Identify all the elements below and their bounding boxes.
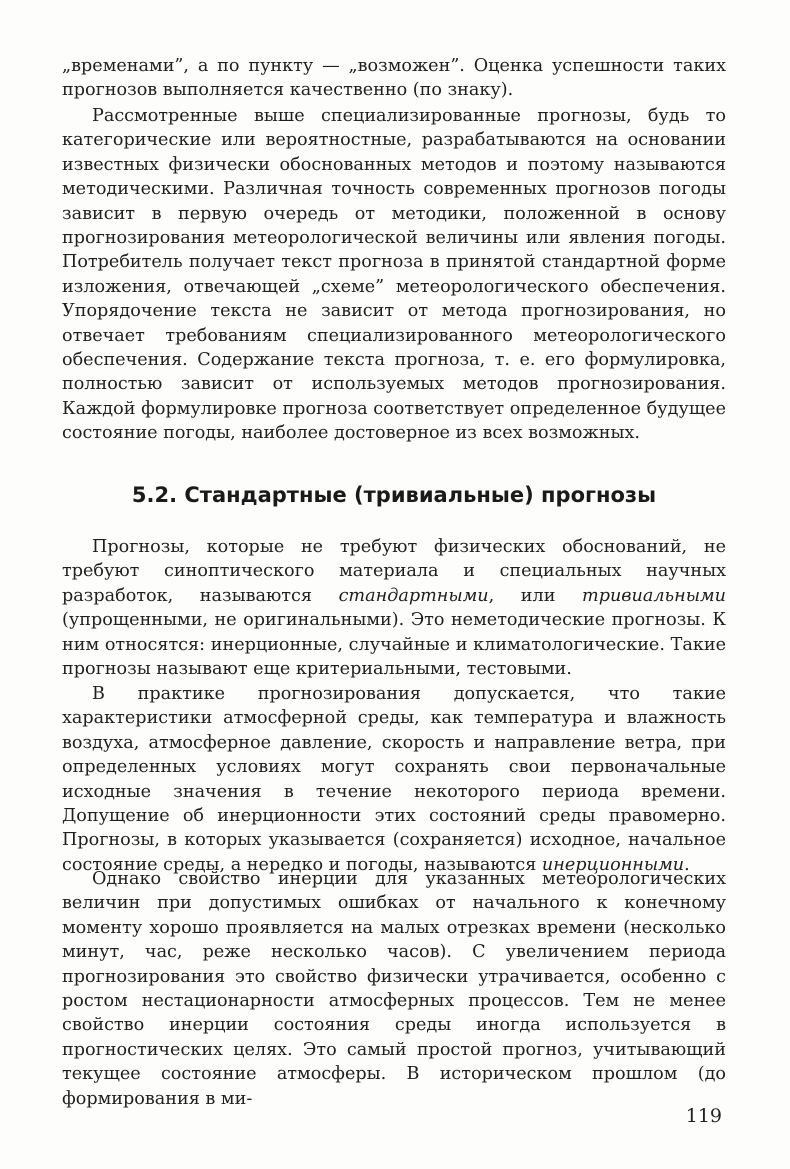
page-number: 119 bbox=[685, 1105, 722, 1127]
paragraph-inertial-forecasts bbox=[62, 682, 726, 877]
paragraph-continuation: „временами”, а по пункту — „возможен”. Оценка успешности таких прогнозов выполняется качественно (по знаку). bbox=[62, 56, 726, 101]
paragraph-standard-forecasts bbox=[62, 535, 726, 681]
text-span: , или bbox=[488, 585, 583, 606]
term-inertial: инерционными bbox=[541, 854, 685, 875]
text-span: Прогнозы, которые не требуют физических обоснований, не требуют синоптического материала и специальных научных разработок, называются bbox=[62, 537, 726, 606]
text-block-top bbox=[62, 54, 726, 103]
paragraph-methodical-forecasts: Рассмотренные выше специализированные прогнозы, будь то категорические или вероятностные, разрабатываются на основании известных физически обоснованных методов и поэтому называются методическими. Различная точность современных прогнозов погоды зависит в первую очередь от методики, положенной в основу прогнозирования метеорологической величины или явления погоды. Потребитель получает текст прогноза в принятой стандартной форме изложения, отвечающей „схеме” метеорологического обеспечения. Упорядочение текста не зависит от метода прогнозирования, но отвечает требованиям специализированного метеорологического обеспечения. Содержание текста прогноза, т. е. его формулировка, полностью зависит от используемых методов прогнозирования. Каждой формулировке прогноза соответствует определенное будущее состояние погоды, наиболее достоверное из всех возможных. bbox=[62, 106, 726, 444]
paragraph-inertia-property: Однако свойство инерции для указанных метеорологических величин при допустимых ошибках от начального к конечному моменту хорошо проявляется на малых отрезках времени (несколько минут, час, реже несколько часов). С увеличением периода прогнозирования это свойство физически утрачивается, особенно с ростом нестационарности атмосферных процессов. Тем не менее свойство инерции состояния среды иногда используется в прогностических целях. Это самый простой прогноз, учитывающий текущее состояние атмосферы. В историческом прошлом (до формирования в ми- bbox=[62, 869, 726, 1109]
term-standard: стандартными bbox=[338, 585, 489, 606]
section-heading: 5.2. Стандартные (тривиальные) прогнозы bbox=[131, 483, 657, 507]
text-block-inertial bbox=[62, 682, 726, 877]
text-block-methodical bbox=[62, 104, 726, 446]
text-span: В практике прогнозирования допускается, что такие характеристики атмосферной среды, как температура и влажность воздуха, атмосферное давление, скорость и направление ветра, при определенных условиях могут сохранять свои первоначальные исходные значения в течение некоторого периода времени. Допущение об инерционности этих состояний среды правомерно. Прогнозы, в которых указывается (сохраняется) исходное, начальное состояние среды, а нередко и погоды, называются bbox=[62, 684, 726, 875]
text-span: (упрощенными, не оригинальными). Это неметодические прогнозы. К ним относятся: инерционные, случайные и климатологические. Такие прогнозы называют еще критериальными, тестовыми. bbox=[62, 610, 726, 680]
text-block-inertia-property bbox=[62, 867, 726, 1111]
text-span: . bbox=[684, 854, 690, 875]
text-block-standard bbox=[62, 535, 726, 681]
term-trivial: тривиальными bbox=[582, 585, 726, 606]
